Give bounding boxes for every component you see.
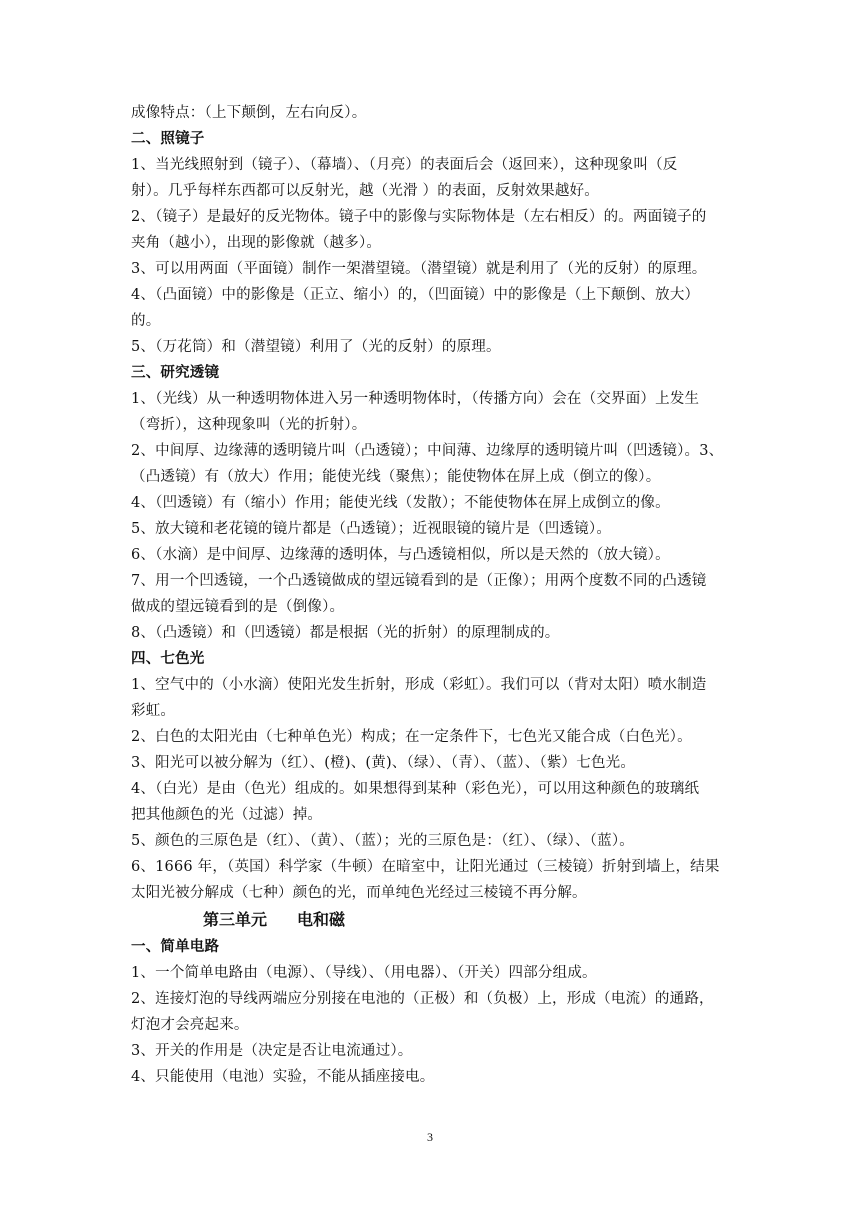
text-line: 6、1666 年，（英国）科学家（牛顿）在暗室中，让阳光通过（三棱镜）折射到墙上，结果 — [131, 859, 720, 875]
text-line: 2、连接灯泡的导线两端应分别接在电池的（正极）和（负极）上，形成（电流）的通路， — [131, 991, 714, 1007]
text-line: 1、（光线）从一种透明物体进入另一种透明物体时，（传播方向）会在（交界面）上发生 — [131, 391, 700, 407]
unit-title — [131, 906, 731, 934]
text-line: 1、一个简单电路由（电源）、（导线）、（用电器）、（开关）四部分组成。 — [131, 965, 597, 981]
unit-number: 第三单元 — [203, 910, 268, 929]
text-line: 3、可以用两面（平面镜）制作一架潜望镜。（潜望镜）就是利用了（光的反射）的原理。 — [131, 261, 707, 277]
text-line: （弯折），这种现象叫（光的折射）。 — [131, 417, 367, 433]
text-line: 4、（白光）是由（色光）组成的。如果想得到某种（彩色光），可以用这种颜色的玻璃纸 — [131, 781, 700, 797]
text-line: 4、（凸面镜）中的影像是（正立、缩小）的，（凹面镜）中的影像是（上下颠倒、放大） — [131, 287, 700, 303]
text-line: 成像特点：（上下颠倒，左右向反）。 — [131, 105, 367, 121]
text-line: 做成的望远镜看到的是（倒像）。 — [131, 599, 345, 615]
section-heading: 三、研究透镜 — [131, 365, 220, 381]
document-page — [131, 100, 731, 1090]
page-number: 3 — [427, 1130, 433, 1144]
text-line: 夹角（越小），出现的影像就（越多）。 — [131, 235, 382, 251]
text-line: 把其他颜色的光（过滤）掉。 — [131, 807, 323, 823]
section-heading: 四、七色光 — [131, 651, 205, 667]
content-block-optics — [131, 100, 731, 906]
text-line: 4、只能使用（电池）实验，不能从插座接电。 — [131, 1069, 435, 1085]
text-line: 4、（凹透镜）有（缩小）作用；能使光线（发散）；不能使物体在屏上成倒立的像。 — [131, 495, 670, 511]
text-line: 2、白色的太阳光由（七种单色光）构成；在一定条件下，七色光又能合成（白色光）。 — [131, 729, 692, 745]
text-line: 1、当光线照射到（镜子）、（幕墙）、（月亮）的表面后会（返回来），这种现象叫（反 — [131, 157, 678, 173]
text-line: 2、（镜子）是最好的反光物体。镜子中的影像与实际物体是（左右相反）的。两面镜子的 — [131, 209, 707, 225]
text-line: 2、中间厚、边缘薄的透明镜片叫（凸透镜）；中间薄、边缘厚的透明镜片叫（凹透镜）。3、 — [131, 443, 724, 459]
text-line: 5、放大镜和老花镜的镜片都是（凸透镜）；近视眼镜的镜片是（凹透镜）。 — [131, 521, 612, 537]
text-line: 6、（水滴）是中间厚、边缘薄的透明体，与凸透镜相似，所以是天然的（放大镜）。 — [131, 547, 670, 563]
section-heading: 一、简单电路 — [131, 939, 220, 955]
text-line: 射）。几乎每样东西都可以反射光，越（光滑 ）的表面，反射效果越好。 — [131, 183, 599, 199]
text-line: （凸透镜）有（放大）作用；能使光线（聚焦）；能使物体在屏上成（倒立的像）。 — [131, 469, 661, 485]
section-heading: 二、照镜子 — [131, 131, 205, 147]
text-line: 彩虹。 — [131, 703, 176, 719]
content-block-circuits — [131, 934, 731, 1090]
text-line: 3、阳光可以被分解为（红）、(橙)、(黄)、（绿）、（青）、（蓝）、（紫）七色光。 — [131, 755, 636, 771]
text-line: 8、（凸透镜）和（凹透镜）都是根据（光的折射）的原理制成的。 — [131, 625, 560, 641]
text-line: 5、颜色的三原色是（红）、（黄）、（蓝）；光的三原色是：（红）、（绿）、（蓝）。 — [131, 833, 634, 849]
text-line: 7、用一个凹透镜，一个凸透镜做成的望远镜看到的是（正像）；用两个度数不同的凸透镜 — [131, 573, 707, 589]
text-line: 5、（万花筒）和（潜望镜）利用了（光的反射）的原理。 — [131, 339, 501, 355]
unit-name: 电和磁 — [297, 910, 346, 929]
text-line: 的。 — [131, 313, 161, 329]
text-line: 1、空气中的（小水滴）使阳光发生折射，形成（彩虹）。我们可以（背对太阳）喷水制造 — [131, 677, 707, 693]
text-line: 灯泡才会亮起来。 — [131, 1017, 249, 1033]
text-line: 3、开关的作用是（决定是否让电流通过）。 — [131, 1043, 413, 1059]
text-line: 太阳光被分解成（七种）颜色的光，而单纯色光经过三棱镜不再分解。 — [131, 885, 587, 901]
